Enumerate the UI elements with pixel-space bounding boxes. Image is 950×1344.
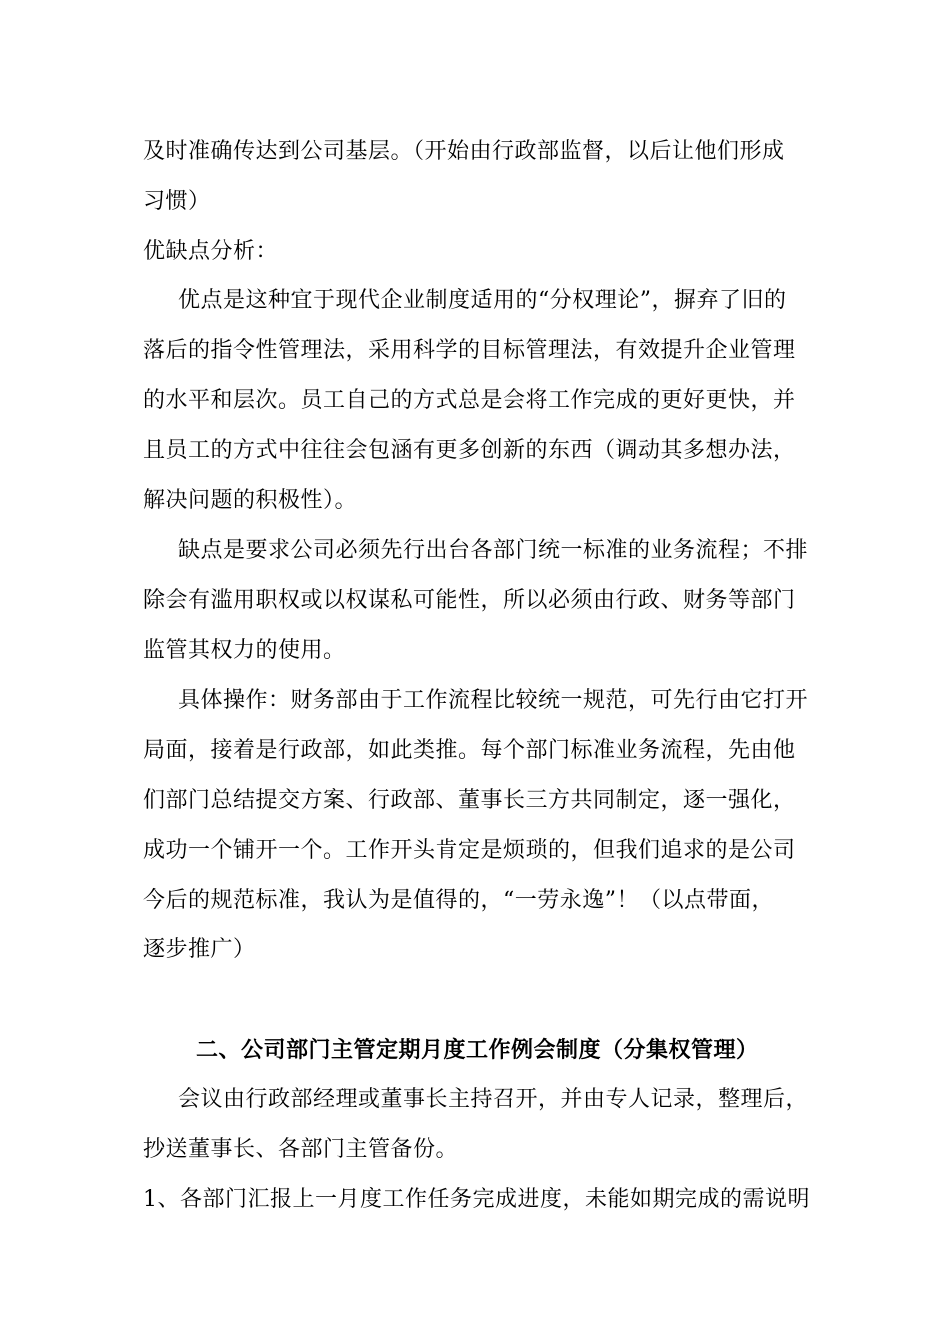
text-line: 们部门总结提交方案、行政部、董事长三方共同制定，逐一强化， (143, 788, 796, 813)
text-line: 成功一个铺开一个。工作开头肯定是烦琐的，但我们追求的是公司 (143, 838, 796, 863)
text-line: 除会有滥用职权或以权谋私可能性，所以必须由行政、财务等部门 (143, 588, 796, 613)
text-line: 解决问题的积极性）。 (143, 488, 358, 513)
text-line: 落后的指令性管理法，采用科学的目标管理法，有效提升企业管理 (143, 338, 796, 363)
text-line: 且员工的方式中往往会包涵有更多创新的东西（调动其多想办法， (143, 438, 796, 463)
text-line: 今后的规范标准，我认为是值得的，“一劳永逸”！（以点带面， (143, 888, 774, 913)
subheading-pros-cons: 优缺点分析： (143, 239, 279, 264)
text-line: 具体操作：财务部由于工作流程比较统一规范，可先行由它打开 (178, 688, 809, 713)
text-line: 优点是这种宜于现代企业制度适用的“分权理论”，摒弃了旧的 (178, 288, 787, 313)
section-heading: 二、公司部门主管定期月度工作例会制度（分集权管理） (196, 1037, 759, 1063)
text-line: 抄送董事长、各部门主管备份。 (143, 1137, 459, 1162)
text-line: 监管其权力的使用。 (143, 638, 346, 663)
text-line: 缺点是要求公司必须先行出台各部门统一标准的业务流程；不排 (178, 538, 809, 563)
text-line: 逐步推广） (143, 937, 256, 962)
list-item: 1、各部门汇报上一月度工作任务完成进度，未能如期完成的需说明 (143, 1187, 810, 1212)
text-line: 局面，接着是行政部，如此类推。每个部门标准业务流程，先由他 (143, 738, 796, 763)
text-line: 的水平和层次。员工自己的方式总是会将工作完成的更好更快，并 (143, 388, 796, 413)
text-line: 及时准确传达到公司基层。（开始由行政部监督，以后让他们形成 (143, 139, 785, 164)
text-line: 会议由行政部经理或董事长主持召开，并由专人记录，整理后， (178, 1087, 809, 1112)
text-line: 习惯） (143, 189, 211, 214)
